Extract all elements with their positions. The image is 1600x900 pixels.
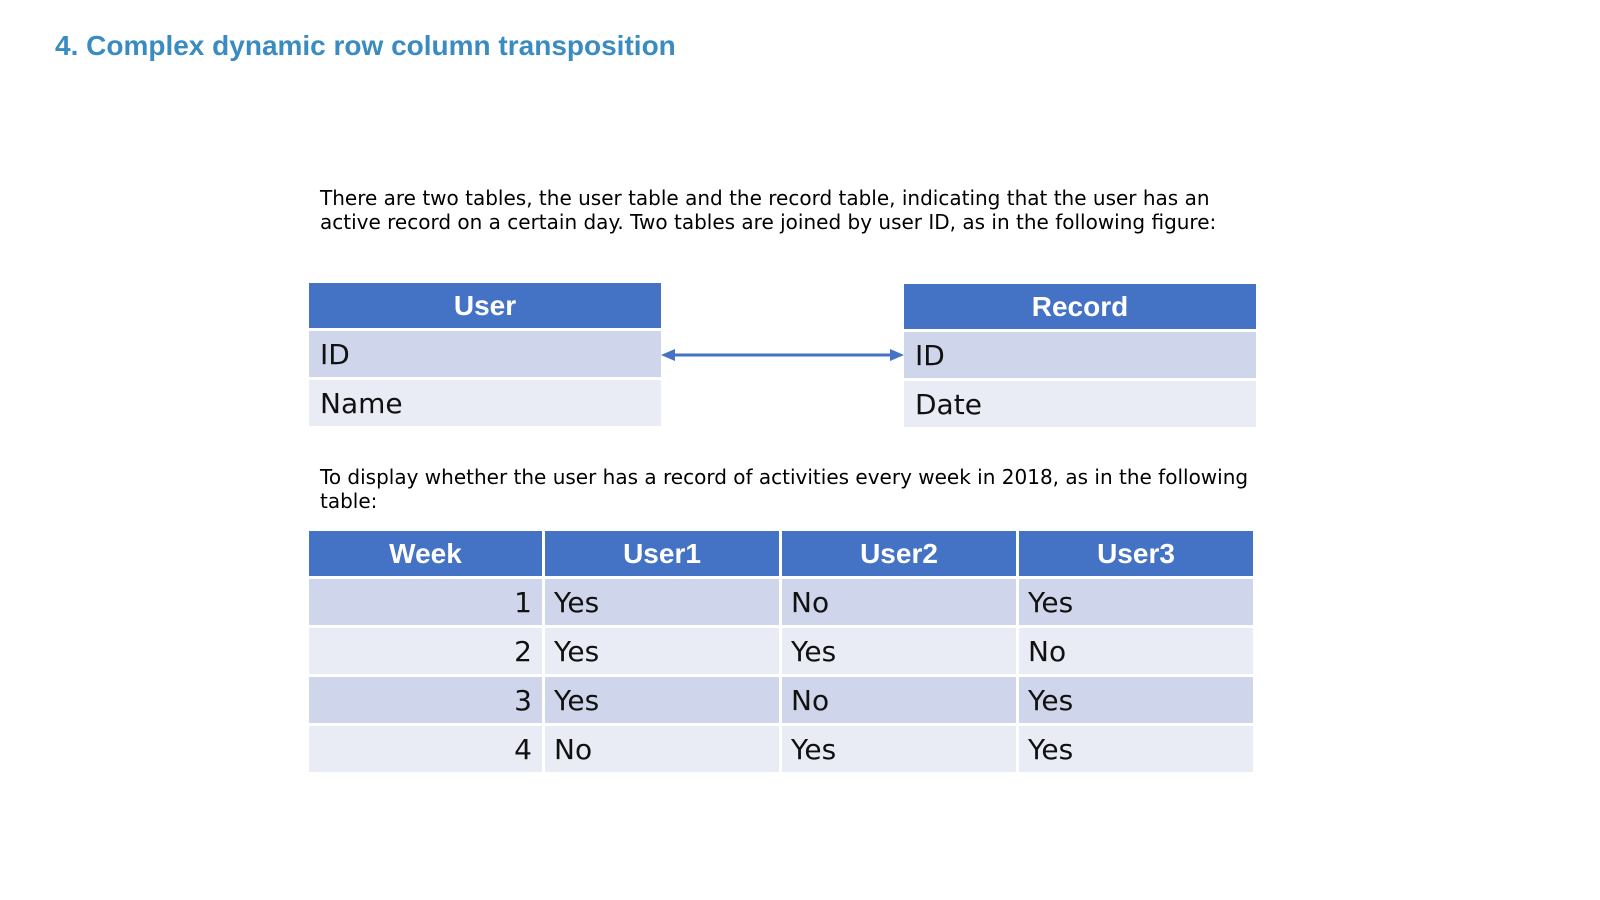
table-row (309, 726, 1253, 772)
result-table (309, 531, 1253, 772)
user1-cell: Yes (545, 628, 779, 674)
table-row (309, 628, 1253, 674)
column-header-user1: User1 (545, 531, 779, 576)
user3-cell: Yes (1019, 677, 1253, 723)
record-field-date: Date (904, 381, 1256, 427)
intro-paragraph: There are two tables, the user table and the record table, indicating that the user has an active record on a certain day. Two tables are joined by user ID, as in the following figure: (320, 186, 1217, 234)
record-field-id: ID (904, 332, 1256, 378)
user2-cell: Yes (782, 628, 1016, 674)
column-header-user3: User3 (1019, 531, 1253, 576)
user1-cell: No (545, 726, 779, 772)
page-title: 4. Complex dynamic row column transposition (55, 30, 676, 61)
user2-cell: Yes (782, 726, 1016, 772)
user2-cell: No (782, 677, 1016, 723)
user-table (309, 283, 661, 426)
user-field-name: Name (309, 380, 661, 426)
user3-cell: Yes (1019, 579, 1253, 625)
user2-cell: No (782, 579, 1016, 625)
table-row (309, 579, 1253, 625)
week-cell: 1 (309, 579, 542, 625)
description-paragraph: To display whether the user has a record of activities every week in 2018, as in the following table: (320, 465, 1249, 513)
week-cell: 4 (309, 726, 542, 772)
join-arrow-icon (661, 346, 904, 364)
table-row (309, 677, 1253, 723)
user-table-header: User (309, 283, 661, 328)
record-table (904, 284, 1256, 427)
record-table-header: Record (904, 284, 1256, 329)
user-field-id: ID (309, 331, 661, 377)
column-header-user2: User2 (782, 531, 1016, 576)
user1-cell: Yes (545, 579, 779, 625)
user3-cell: No (1019, 628, 1253, 674)
user3-cell: Yes (1019, 726, 1253, 772)
week-cell: 3 (309, 677, 542, 723)
user1-cell: Yes (545, 677, 779, 723)
column-header-week: Week (309, 531, 542, 576)
result-table-header-row (309, 531, 1253, 576)
week-cell: 2 (309, 628, 542, 674)
